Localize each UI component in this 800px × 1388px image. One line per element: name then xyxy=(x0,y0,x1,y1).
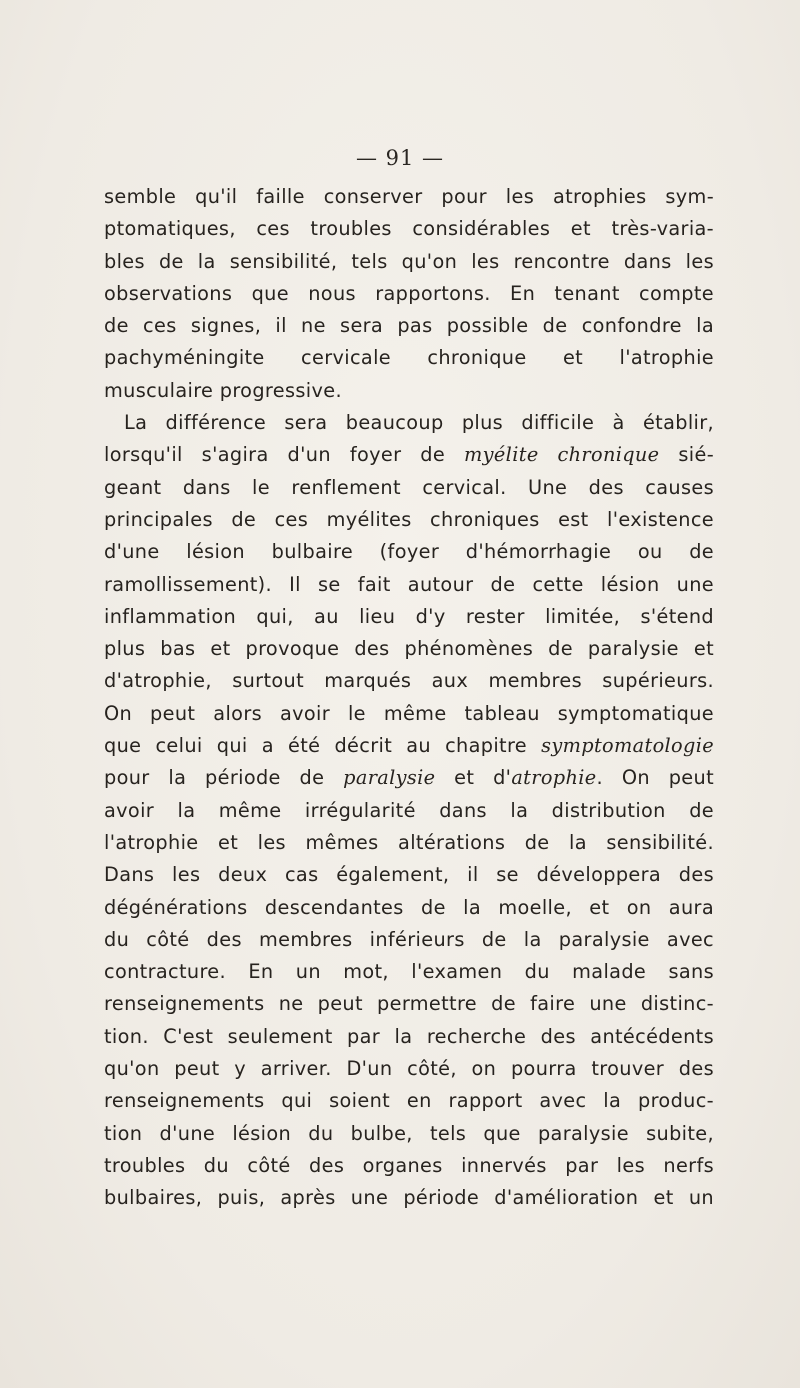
text-line: renseignements qui soient en rapport avec la produc- xyxy=(104,1089,714,1113)
italic-term: symptomatologie xyxy=(541,734,714,758)
text-line: contracture. En un mot, l'examen du malade sans xyxy=(104,960,714,984)
text-line: bles de la sensibilité, tels qu'on les rencontre dans les xyxy=(104,249,714,273)
text-run: que celui qui a été décrit au chapitre xyxy=(104,734,542,758)
text-line: tion. C'est seulement par la recherche des antécédents xyxy=(104,1024,714,1048)
body-text xyxy=(104,181,714,1215)
text-run: et d' xyxy=(435,766,512,790)
text-line: de ces signes, il ne sera pas possible de confondre la xyxy=(104,314,714,338)
text-line: semble qu'il faille conserver pour les atrophies sym- xyxy=(104,185,714,208)
text-line: musculaire progressive. xyxy=(104,378,342,402)
text-line: inflammation qui, au lieu d'y rester limitée, s'étend xyxy=(104,604,714,628)
italic-term: myélite chronique xyxy=(464,443,660,467)
text-line: ramollissement). Il se fait autour de cette lésion une xyxy=(104,572,714,596)
text-line: observations que nous rapportons. En tenant compte xyxy=(104,281,714,305)
text-line: bulbaires, puis, après une période d'amélioration et un xyxy=(104,1186,714,1210)
text-line: renseignements ne peut permettre de faire une distinc- xyxy=(104,992,714,1016)
text-line: avoir la même irrégularité dans la distribution de xyxy=(104,798,714,822)
italic-term: paralysie xyxy=(343,766,436,790)
text-line: plus bas et provoque des phénomènes de paralysie et xyxy=(104,637,714,661)
text-line xyxy=(104,730,714,762)
text-line: Dans les deux cas également, il se développera des xyxy=(104,863,714,887)
italic-term: atrophie xyxy=(511,766,597,790)
page-number: — 91 — xyxy=(355,146,445,170)
text-line: La différence sera beaucoup plus difficile à établir, xyxy=(124,411,714,435)
text-run: lorsqu'il s'agira d'un foyer de xyxy=(104,443,465,467)
text-line: du côté des membres inférieurs de la paralysie avec xyxy=(104,927,714,951)
text-line: qu'on peut y arriver. D'un côté, on pourra trouver des xyxy=(104,1057,714,1081)
text-line: d'atrophie, surtout marqués aux membres supérieurs. xyxy=(104,669,714,693)
text-line: On peut alors avoir le même tableau symptomatique xyxy=(104,701,714,725)
text-line: geant dans le renflement cervical. Une des causes xyxy=(104,475,714,499)
text-line xyxy=(104,439,714,471)
text-run: sié- xyxy=(659,443,714,467)
text-line xyxy=(104,762,714,794)
text-run: . On peut xyxy=(596,766,714,790)
text-line: d'une lésion bulbaire (foyer d'hémorrhagie ou de xyxy=(104,540,714,564)
text-line: ptomatiques, ces troubles considérables et très-varia- xyxy=(104,217,714,241)
text-line: pachyméningite cervicale chronique et l'atrophie xyxy=(104,346,714,370)
text-line: tion d'une lésion du bulbe, tels que paralysie subite, xyxy=(104,1121,714,1145)
text-line: dégénérations descendantes de la moelle, et on aura xyxy=(104,895,714,919)
text-line: l'atrophie et les mêmes altérations de la sensibilité. xyxy=(104,830,714,854)
text-run: pour la période de xyxy=(104,766,344,790)
text-line: principales de ces myélites chroniques est l'existence xyxy=(104,507,714,531)
text-line: troubles du côté des organes innervés par les nerfs xyxy=(104,1153,714,1177)
